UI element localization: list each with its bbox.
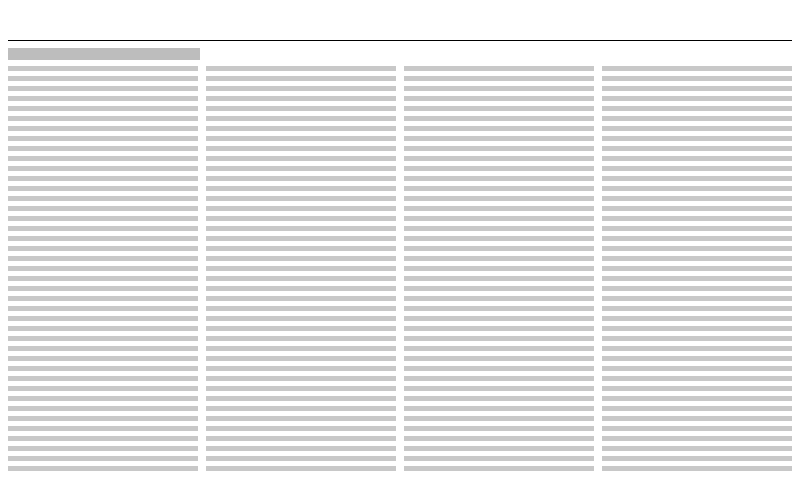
byline: [8, 48, 200, 60]
headline: [8, 4, 792, 41]
article-column: [8, 66, 198, 474]
article-column: [602, 66, 792, 474]
article-body: [8, 66, 792, 474]
article-column: [206, 66, 396, 474]
article-column: [404, 66, 594, 474]
